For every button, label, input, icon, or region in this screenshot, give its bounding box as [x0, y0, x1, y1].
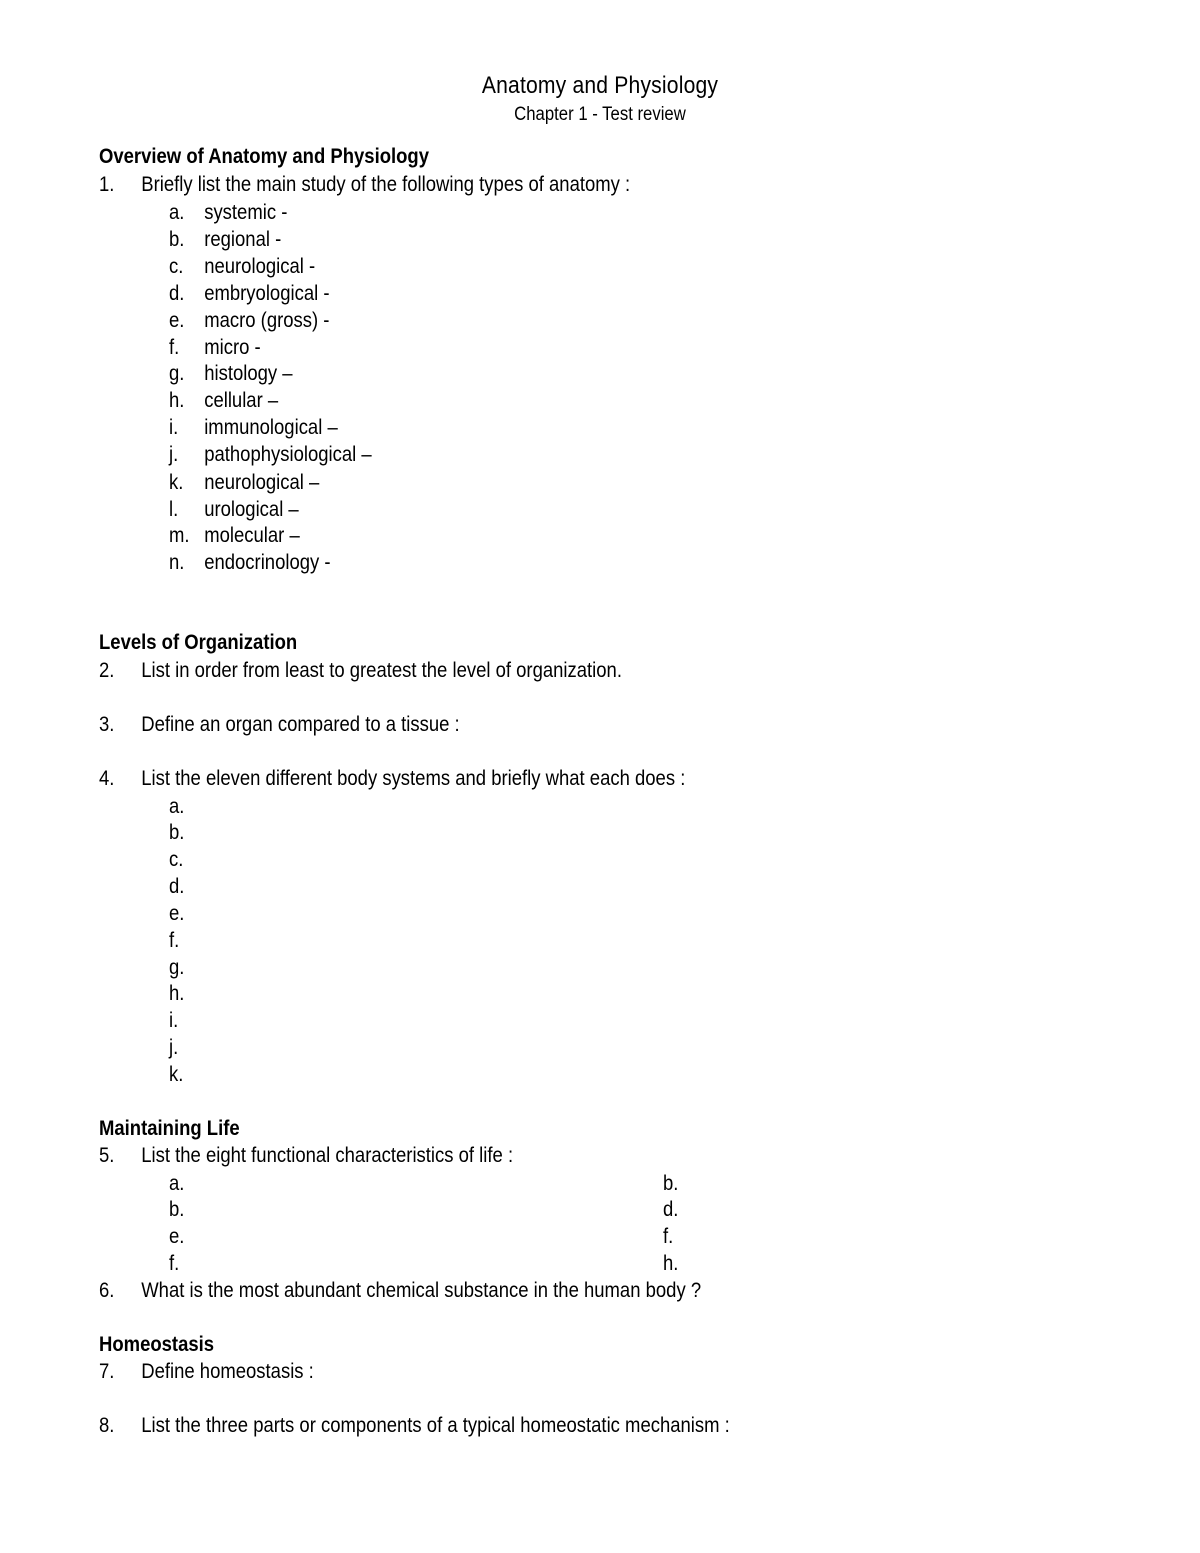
- question-text: Briefly list the main study of the following types of anatomy :: [141, 173, 631, 196]
- list-letter: e.: [169, 1225, 185, 1248]
- question-7: [99, 1360, 314, 1384]
- list-letter: n.: [169, 551, 185, 574]
- list-text: molecular –: [204, 524, 300, 547]
- question-number: 4.: [99, 767, 115, 790]
- list-letter: g.: [169, 956, 185, 979]
- list-item: [169, 201, 287, 225]
- list-item: [169, 1252, 204, 1276]
- list-item: h.: [663, 1252, 679, 1275]
- list-letter: c.: [169, 255, 184, 278]
- list-item: [169, 902, 204, 926]
- question-number: 1.: [99, 173, 115, 196]
- list-item: [169, 982, 204, 1006]
- question-text: Define homeostasis :: [141, 1360, 314, 1383]
- list-letter: h.: [169, 389, 185, 412]
- list-letter: c.: [169, 848, 184, 871]
- list-item: f.: [663, 1225, 674, 1248]
- list-item: [169, 795, 204, 819]
- section-heading-homeostasis: Homeostasis: [99, 1333, 215, 1356]
- list-text: embryological -: [204, 282, 330, 305]
- question-number: 5.: [99, 1144, 115, 1167]
- question-3: [99, 713, 460, 737]
- list-text: systemic -: [204, 201, 288, 224]
- list-text: pathophysiological –: [204, 443, 372, 466]
- list-letter: f.: [169, 1252, 180, 1275]
- question-2: [99, 659, 622, 683]
- list-letter: d.: [169, 875, 185, 898]
- list-letter: m.: [169, 524, 190, 547]
- question-6: [99, 1279, 701, 1303]
- question-1: [99, 173, 630, 197]
- list-item: [169, 282, 330, 306]
- question-text: Define an organ compared to a tissue :: [141, 713, 460, 736]
- list-item: [169, 228, 281, 252]
- list-item: [169, 309, 329, 333]
- question-4: [99, 767, 685, 791]
- list-item: [169, 551, 331, 575]
- list-item: [169, 498, 299, 522]
- question-text: List in order from least to greatest the level of organization.: [141, 659, 622, 682]
- list-text: regional -: [204, 228, 282, 251]
- list-item: [169, 1036, 204, 1060]
- list-item: [169, 336, 261, 360]
- list-letter: e.: [169, 902, 185, 925]
- list-letter: b.: [169, 228, 185, 251]
- list-text: neurological –: [204, 471, 320, 494]
- list-text: macro (gross) -: [204, 309, 330, 332]
- question-text: List the eleven different body systems and briefly what each does :: [141, 767, 686, 790]
- list-item: [169, 443, 372, 467]
- list-item: [169, 524, 300, 548]
- list-letter: e.: [169, 309, 185, 332]
- list-item: b.: [663, 1172, 679, 1195]
- list-letter: f.: [169, 336, 180, 359]
- list-text: endocrinology -: [204, 551, 331, 574]
- question-text: List the three parts or components of a typical homeostatic mechanism :: [141, 1414, 730, 1437]
- page-subtitle: Chapter 1 - Test review: [514, 104, 686, 125]
- list-item: [169, 416, 338, 440]
- list-letter: b.: [169, 821, 185, 844]
- section-heading-levels: Levels of Organization: [99, 631, 298, 654]
- list-text: micro -: [204, 336, 261, 359]
- list-letter: k.: [169, 471, 184, 494]
- question-number: 3.: [99, 713, 115, 736]
- list-letter: a.: [169, 795, 185, 818]
- question-text: What is the most abundant chemical substance in the human body ?: [141, 1279, 702, 1302]
- list-letter: j.: [169, 443, 179, 466]
- list-item: [169, 389, 278, 413]
- list-letter: k.: [169, 1063, 184, 1086]
- list-item: [169, 255, 315, 279]
- list-text: urological –: [204, 498, 299, 521]
- question-number: 7.: [99, 1360, 115, 1383]
- list-item: [169, 1063, 204, 1087]
- list-item: [169, 929, 204, 953]
- list-letter: h.: [169, 982, 185, 1005]
- list-letter: d.: [169, 282, 185, 305]
- question-8: [99, 1414, 730, 1438]
- list-text: neurological -: [204, 255, 316, 278]
- list-letter: i.: [169, 416, 179, 439]
- list-letter: f.: [169, 929, 180, 952]
- list-item: [169, 848, 204, 872]
- list-text: immunological –: [204, 416, 338, 439]
- question-text: List the eight functional characteristics of life :: [141, 1144, 514, 1167]
- list-item: [169, 362, 293, 386]
- list-item: d.: [663, 1198, 679, 1221]
- list-item: [169, 1009, 204, 1033]
- list-text: histology –: [204, 362, 293, 385]
- list-item: [169, 875, 204, 899]
- list-text: cellular –: [204, 389, 279, 412]
- question-5: [99, 1144, 513, 1168]
- list-item: [169, 956, 204, 980]
- page-title: Anatomy and Physiology: [481, 72, 719, 99]
- list-letter: a.: [169, 201, 185, 224]
- list-item: [169, 1225, 204, 1249]
- section-heading-overview: Overview of Anatomy and Physiology: [99, 145, 429, 168]
- list-letter: i.: [169, 1009, 179, 1032]
- list-letter: a.: [169, 1172, 185, 1195]
- list-item: [169, 1172, 204, 1196]
- list-letter: b.: [169, 1198, 185, 1221]
- question-number: 8.: [99, 1414, 115, 1437]
- question-number: 6.: [99, 1279, 115, 1302]
- list-item: [169, 471, 319, 495]
- question-number: 2.: [99, 659, 115, 682]
- list-letter: l.: [169, 498, 179, 521]
- list-letter: g.: [169, 362, 185, 385]
- list-letter: j.: [169, 1036, 179, 1059]
- section-heading-life: Maintaining Life: [99, 1117, 240, 1140]
- list-item: [169, 821, 204, 845]
- list-item: [169, 1198, 204, 1222]
